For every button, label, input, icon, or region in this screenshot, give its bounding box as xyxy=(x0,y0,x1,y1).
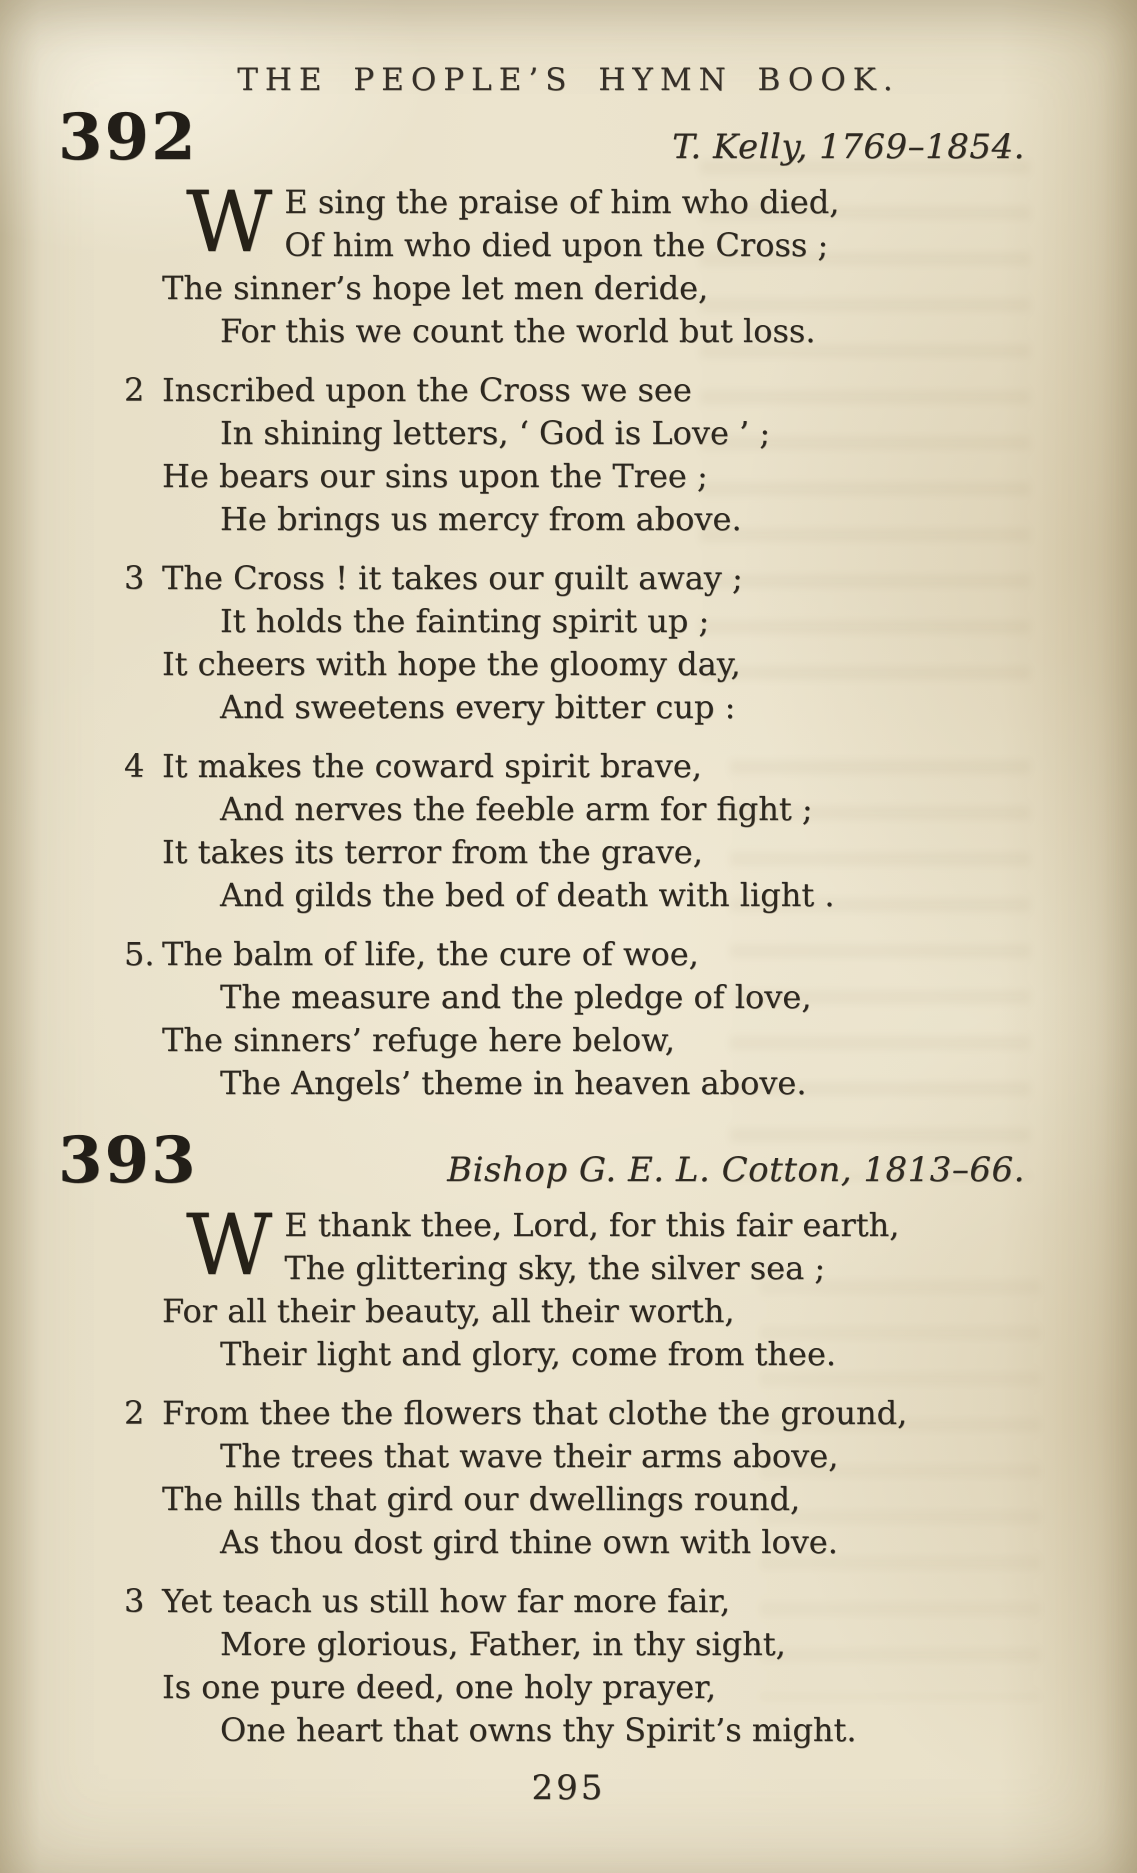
page-number: 295 xyxy=(531,1767,606,1808)
verse-line: From thee the flowers that clothe the ground, xyxy=(162,1393,908,1432)
verse-2 xyxy=(124,1392,1077,1564)
verse-line: For all their beauty, all their worth, xyxy=(162,1291,735,1330)
verse-number: 3 xyxy=(124,558,145,597)
hymn-number: 393 xyxy=(58,1122,198,1198)
hymn-head xyxy=(58,100,1025,175)
drop-cap: W xyxy=(186,1195,273,1294)
verse-line: The glittering sky, the silver sea ; xyxy=(284,1248,826,1287)
verse-line: E thank thee, Lord, for this fair earth, xyxy=(284,1205,900,1244)
hymn-393 xyxy=(0,1122,1137,1752)
drop-cap: W xyxy=(186,172,273,271)
verse-line: E sing the praise of him who died, xyxy=(284,182,840,221)
hymn-head xyxy=(58,1122,1025,1198)
verse-line: Their light and glory, come from thee. xyxy=(220,1334,837,1373)
verse-3 xyxy=(124,1580,1077,1752)
verse-4 xyxy=(124,745,1077,917)
verse-number: 4 xyxy=(124,746,145,785)
hymn-number: 392 xyxy=(58,100,198,175)
verse-line: The balm of life, the cure of woe, xyxy=(162,934,699,973)
verse-line: Of him who died upon the Cross ; xyxy=(284,225,829,264)
verse-line: For this we count the world but loss. xyxy=(220,311,816,350)
verse-1 xyxy=(162,172,1077,353)
verse-line: The Cross ! it takes our guilt away ; xyxy=(162,558,743,597)
verse-2 xyxy=(124,369,1077,541)
verse-line: He brings us mercy from above. xyxy=(220,499,742,538)
verse-line: One heart that owns thy Spirit’s might. xyxy=(220,1710,857,1749)
verse-line: In shining letters, ‘ God is Love ’ ; xyxy=(220,413,771,452)
verse-line: The sinners’ refuge here below, xyxy=(162,1020,675,1059)
verse-line: It takes its terror from the grave, xyxy=(162,832,703,871)
verse-line: It makes the coward spirit brave, xyxy=(162,746,702,785)
verse-line: He bears our sins upon the Tree ; xyxy=(162,456,708,495)
verse-line: And gilds the bed of death with light . xyxy=(220,875,835,914)
verse-line: Inscribed upon the Cross we see xyxy=(162,370,692,409)
verse-1 xyxy=(162,1195,1077,1376)
verse-number: 2 xyxy=(124,370,145,409)
verse-number: 3 xyxy=(124,1581,145,1620)
verse-number: 2 xyxy=(124,1393,145,1432)
hymn-attribution: T. Kelly, 1769–1854. xyxy=(672,126,1025,167)
running-header: THE PEOPLE’S HYMN BOOK. xyxy=(237,62,900,98)
verse-line: The Angels’ theme in heaven above. xyxy=(220,1063,807,1102)
verse-line: The measure and the pledge of love, xyxy=(220,977,812,1016)
verse-number: 5. xyxy=(124,934,155,973)
verse-line: Yet teach us still how far more fair, xyxy=(162,1581,731,1620)
verse-line: It holds the fainting spirit up ; xyxy=(220,601,710,640)
page-content xyxy=(0,62,1137,1808)
verse-line: It cheers with hope the gloomy day, xyxy=(162,644,741,683)
verse-line: More glorious, Father, in thy sight, xyxy=(220,1624,786,1663)
verse-line: The hills that gird our dwellings round, xyxy=(162,1479,801,1518)
hymn-392 xyxy=(0,100,1137,1105)
verse-line: And sweetens every bitter cup : xyxy=(220,687,736,726)
verse-line: The sinner’s hope let men deride, xyxy=(162,268,709,307)
verse-line: As thou dost gird thine own with love. xyxy=(220,1522,838,1561)
verse-5 xyxy=(124,933,1077,1105)
hymn-attribution: Bishop G. E. L. Cotton, 1813–66. xyxy=(447,1149,1025,1190)
verse-3 xyxy=(124,557,1077,729)
verse-line: Is one pure deed, one holy prayer, xyxy=(162,1667,717,1706)
verse-line: And nerves the feeble arm for fight ; xyxy=(220,789,813,828)
verse-line: The trees that wave their arms above, xyxy=(220,1436,839,1475)
